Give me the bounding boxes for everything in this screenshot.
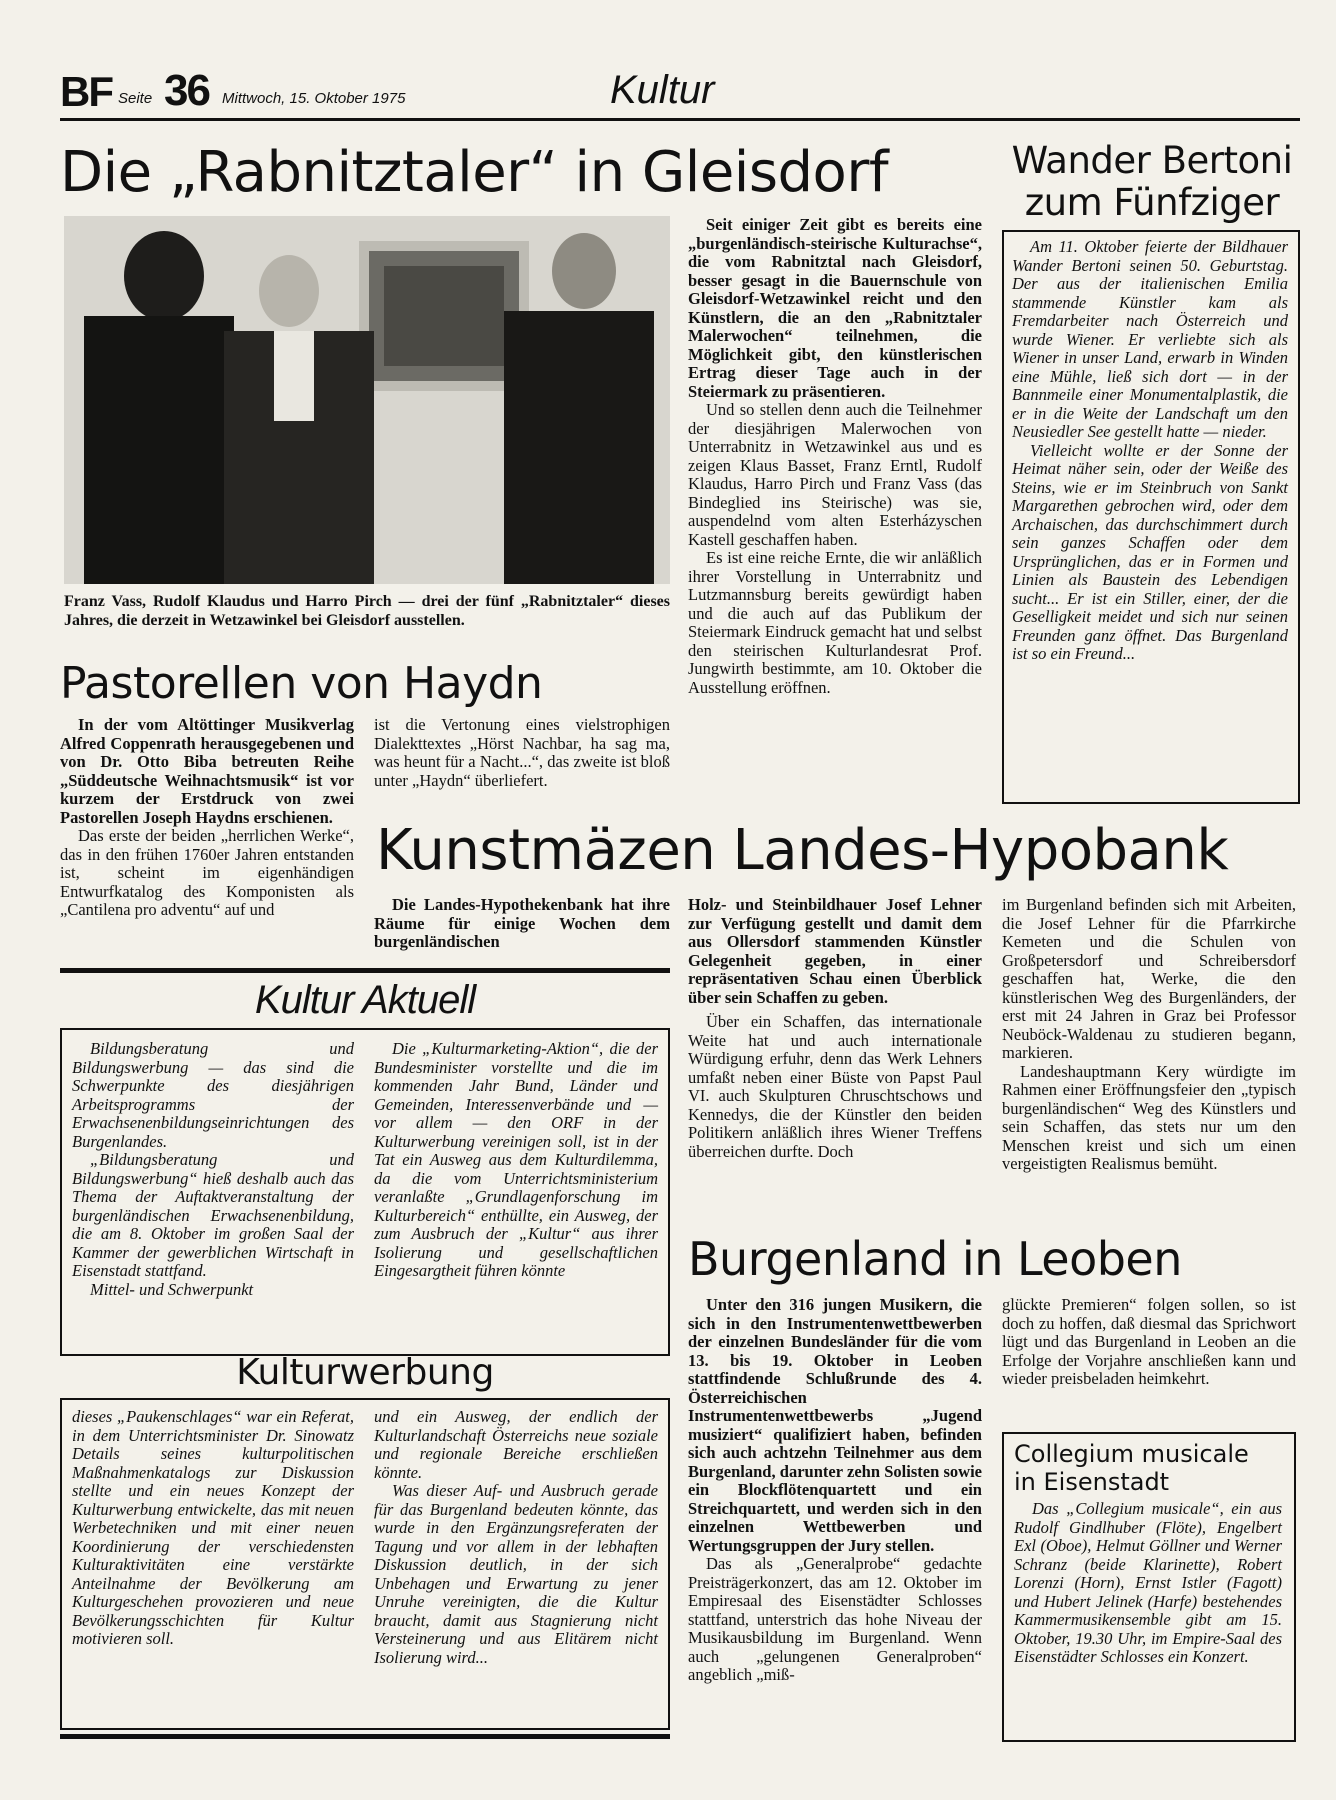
- leoben-lead: Unter den 316 jungen Musikern, die sich in den Instrumentenwettbewerben der einzelnen Bundesländer für die vom 13. bis 19. Oktober in Leoben stattfindende Schlußrunde des 4. Österreichischen Instrumentenwettbewerbs „Jugend musiziert“ qualifiziert haben, befinden sich auch achtzehn Teilnehmer aus dem Burgenland, darunter zehn Solisten sowie ein Blockflötenquartett und ein Streichquartett, und werden sich in den einzelnen Wettbewerben und Wertungsgruppen der Jury stellen.: [688, 1295, 982, 1555]
- collegium-body: [1014, 1500, 1282, 1667]
- kulturwerbung-col-2: [374, 1408, 658, 1667]
- bertoni-headline-line1: Wander Bertoni: [1011, 139, 1293, 182]
- masthead-rule: [60, 118, 1300, 121]
- leoben-col2-para: glückte Premieren“ folgen sollen, so ist doch zu hoffen, daß diesmal das Sprichwort lügt und das Burgenland in Leoben an die Erfolge der Vorjahre anschließen kann und wieder preisbeladen heimkehrt.: [1002, 1295, 1296, 1388]
- kultur-aktuell-top-rule: [60, 968, 670, 973]
- hypo-headline: Kunstmäzen Landes-Hypobank: [376, 818, 1229, 883]
- rabnitz-photo: [64, 216, 670, 584]
- kultur-col4-para-2: Was dieser Auf- und Ausbruch gerade für das Burgenland bedeuten könnte, das wurde in den Ergänzungsreferaten der Tagung und vor allem in der lebhaften Diskussion deutlich, in der sich Unbehagen und Erwartung zu jener Unruhe vereinigten, die die Kultur braucht, damit aus Stagnierung nicht Versteinerung und aus Elitärem nicht Isolierung wird...: [374, 1481, 658, 1667]
- kultur-col3-para-1: dieses „Paukenschlages“ war ein Referat, in dem Unterrichtsminister Dr. Sinowatz Details seines kulturpolitischen Maßnahmenkatalogs zur Diskussion stellte und ein neues Konzept der Kulturwerbung entwickelte, das mit neuen Werbetechniken und mit einer neuen Koordinierung der verschiedensten Kulturaktivitäten eine verstärkte Anteilnahme der Bevölkerung am Kulturgeschehen provozieren und neue Bevölkerungsschichten für Kultur motivieren soll.: [72, 1407, 354, 1648]
- rabnitz-body: [688, 216, 982, 697]
- kultur-col1-para-2: „Bildungsberatung und Bildungswerbung“ hieß deshalb auch das Thema der Auftaktveranstaltung der burgenländischen Erwachsenenbildung, die am 8. Oktober im großen Saal der Kammer der gewerblichen Wirtschaft in Eisenstadt stattfand.: [72, 1150, 354, 1280]
- rabnitz-para-3: Es ist eine reiche Ernte, die wir anläßlich ihrer Vorstellung in Unterrabnitz und Lutzmannsburg bereits gewürdigt haben und die auch auf das Publikum der Steiermark Eindruck gemacht hat und selbst den steirischen Kulturlandesrat Prof. Jungwirth bestimmte, am 10. Oktober die Ausstellung eröffnen.: [688, 548, 982, 697]
- collegium-headline: [1014, 1440, 1249, 1496]
- haydn-headline: Pastorellen von Haydn: [60, 658, 543, 709]
- leoben-col-2: [1002, 1296, 1296, 1389]
- masthead: [60, 64, 1300, 122]
- kultur-col1-para-1: Bildungsberatung und Bildungswerbung — das sind die Schwerpunkte des diesjährigen Arbeitsprogramms der Erwachsenenbildungseinrichtungen des Burgenlandes.: [72, 1039, 354, 1151]
- bertoni-headline-line2: zum Fünfziger: [1024, 181, 1280, 224]
- leoben-col-1: [688, 1296, 982, 1685]
- hypo-col3-para-1: im Burgenland befinden sich mit Arbeiten, die Josef Lehner für die Pfarrkirche Kemeten und die Schulen von Großpetersdorf und Schreibersdorf geschaffen hat, Werke, die den künstlerischen Weg des Burgenländers, der erst mit 24 Jahren in Graz bei Professor Neuböck-Waldenau zu studieren begann, markieren.: [1002, 895, 1296, 1062]
- masthead-logo: BF: [60, 68, 112, 115]
- haydn-lead: In der vom Altöttinger Musikverlag Alfred Coppenrath herausgegebenen und von Dr. Otto Biba betreuten Reihe „Süddeutsche Weihnachtsmusik“ ist vor kurzem der Erstdruck von zwei Pastorellen Joseph Haydns erschienen.: [60, 715, 354, 827]
- haydn-col2-para: ist die Vertonung eines vielstrophigen Dialekttextes „Hörst Nachbar, ha sag ma, was heunt für a Nacht...“, das zweite ist bloß unter „Haydn“ überliefert.: [374, 715, 670, 790]
- haydn-para-2: Das erste der beiden „herrlichen Werke“, das in den frühen 1760er Jahren entstanden ist, scheint im eigenhändigen Entwurfkatalog des Komponisten als „Cantilena pro adventu“ auf und: [60, 826, 354, 919]
- bertoni-para-1: Am 11. Oktober feierte der Bildhauer Wander Bertoni seinen 50. Geburtstag. Der aus der italienischen Emilia stammende Künstler kam als Fremdarbeiter nach Österreich und wurde Wiener. Er verliebte sich als Wiener in unser Land, erwarb in Winden eine Mühle, ließ sich dort — in der Bannmeile einer Monumentalplastik, die er in die Weite der Landschaft um den Neusiedler See gestellt hatte — nieder.: [1012, 237, 1288, 441]
- hypo-col2-para: Über ein Schaffen, das internationale Weite hat und auch internationale Würdigung erfuhr, denn das Werk Lehners umfaßt neben einer Büste von Papst Paul VI. auch Skulpturen Chruschtschows und Kennedys, die der Künstler den beiden Politikern anläßlich ihres Wiener Treffens überreichen durfte. Doch: [688, 1012, 982, 1161]
- collegium-para: Das „Collegium musicale“, ein aus Rudolf Gindlhuber (Flöte), Engelbert Exl (Oboe), Helmut Göllner und Werner Schranz (beide Klarinette), Robert Lorenzi (Horn), Ernst Istler (Fagott) und Hubert Jelinek (Harfe) bestehendes Kammermusikensemble gibt am 15. Oktober, 19.30 Uhr, im Empire-Saal des Eisenstädter Schlosses ein Konzert.: [1014, 1499, 1282, 1666]
- bertoni-headline: [1002, 140, 1302, 224]
- masthead-page-number: 36: [164, 66, 209, 115]
- hypo-col3-para-2: Landeshauptmann Kery würdigte im Rahmen einer Eröffnungsfeier den „typisch burgenländischen“ Weg des Künstlers und sein Schaffen, das stets nur um den Menschen kreist und sich um einen vergeistigten Realismus bemüht.: [1002, 1061, 1296, 1173]
- kultur-aktuell-col-1: [72, 1040, 354, 1299]
- bertoni-body: [1012, 238, 1288, 664]
- kultur-aktuell-heading: Kultur Aktuell: [254, 978, 476, 1022]
- masthead-section: Kultur: [610, 68, 715, 112]
- haydn-col-2: [374, 716, 670, 790]
- hypo-lead: Die Landes-Hypothekenbank hat ihre Räume für einige Wochen dem burgenländischen: [374, 895, 670, 951]
- kultur-aktuell-bottom-rule: [60, 1734, 670, 1739]
- bertoni-para-2: Vielleicht wollte er der Sonne der Heimat näher sein, oder der Weiße des Steins, wie er im Steinbruch von Sankt Margarethen gebrochen wird, oder dem Archaischen, das durchschimmert durch sein ganzes Schaffen oder dem Ursprünglichen, das er in Formen und Linien als Baustein des Lebendigen sucht... Er ist ein Stiller, einer, der die Geselligkeit meidet und sich nur seinen Freunden ganz öffnet. Das Burgenland ist so ein Freund...: [1012, 440, 1288, 663]
- kultur-col2-para-1: Die „Kulturmarketing-Aktion“, die der Bundesminister vorstellte und die im kommenden Jahr Bund, Länder und Gemeinden, Interessenverbände und — vor allem — den ORF in der Kulturwerbung vereinigen soll, ist in der Tat ein Ausweg aus dem Kulturdilemma, da die vom Unterrichtsministerium veranlaßte „Grundlagenforschung im Kulturbereich“ enthüllte, ein Ausweg, der zum Ausbruch der „Kultur“ aus ihrer Isolierung und gesellschaftlichen Eingesargtheit führen könnte: [374, 1039, 658, 1280]
- kultur-col1-para-3: Mittel- und Schwerpunkt: [90, 1279, 254, 1299]
- rabnitz-para-2: Und so stellen denn auch die Teilnehmer der diesjährigen Malerwochen von Unterrabnitz in Wetzawinkel aus und es zeigen Klaus Basset, Franz Erntl, Rudolf Klaudus, Harro Pirch und Franz Vass (das Bindeglied ins Steirische) was sie, auspendelnd vom alten Esterházyschen Kastell geschaffen haben.: [688, 400, 982, 549]
- masthead-date: Mittwoch, 15. Oktober 1975: [222, 90, 406, 107]
- rabnitz-headline: Die „Rabnitztaler“ in Gleisdorf: [60, 140, 889, 205]
- haydn-col-1: [60, 716, 354, 920]
- leoben-headline: Burgenland in Leoben: [688, 1232, 1182, 1286]
- leoben-para-2: Das als „Generalprobe“ gedachte Preisträgerkonzert, das am 12. Oktober im Empiresaal des Eisenstädter Schlosses stattfand, unterstrich das hohe Niveau der Musikausbildung im Burgenland. Wenn auch „gelungenen Generalproben“ angeblich „miß-: [688, 1554, 982, 1684]
- rabnitz-lead: Seit einiger Zeit gibt es bereits eine „burgenländisch-steirische Kulturachse“, die vom Rabnitztal nach Gleisdorf, besser gesagt in die Bauernschule von Gleisdorf-Wetzawinkel reicht und den Künstlern, die an den „Rabnitztaler Malerwochen“ teilnehmen, die Möglichkeit gibt, den künstlerischen Ertrag dieser Tage auch in der Steiermark zu präsentieren.: [688, 215, 982, 401]
- collegium-headline-line1: Collegium musicale: [1014, 1440, 1249, 1468]
- kultur-col4-para-1: und ein Ausweg, der endlich der Kulturlandschaft Österreichs neue soziale und regionale Bereiche erschließen könnte.: [374, 1407, 658, 1482]
- rabnitz-caption: Franz Vass, Rudolf Klaudus und Harro Pirch — drei der fünf „Rabnitztaler“ dieses Jahres, die derzeit in Wetzawinkel bei Gleisdorf ausstellen.: [64, 593, 670, 629]
- hypo-col-3: [1002, 896, 1296, 1174]
- hypo-col-2: [688, 896, 982, 1161]
- photo-illustration: [64, 216, 670, 584]
- kulturwerbung-col-1: [72, 1408, 354, 1649]
- kultur-aktuell-col-2: [374, 1040, 658, 1281]
- hypo-col2-lead: Holz- und Steinbildhauer Josef Lehner zur Verfügung gestellt und damit dem aus Ollersdorf stammenden Künstler Gelegenheit gegeben, in einer repräsentativen Schau einen Überblick über sein Schaffen zu geben.: [688, 895, 982, 1007]
- collegium-headline-line2: in Eisenstadt: [1014, 1468, 1170, 1496]
- masthead-seite-label: Seite: [118, 90, 153, 107]
- kulturwerbung-subheading: Kulturwerbung: [236, 1352, 494, 1393]
- hypo-col-1: [374, 896, 670, 952]
